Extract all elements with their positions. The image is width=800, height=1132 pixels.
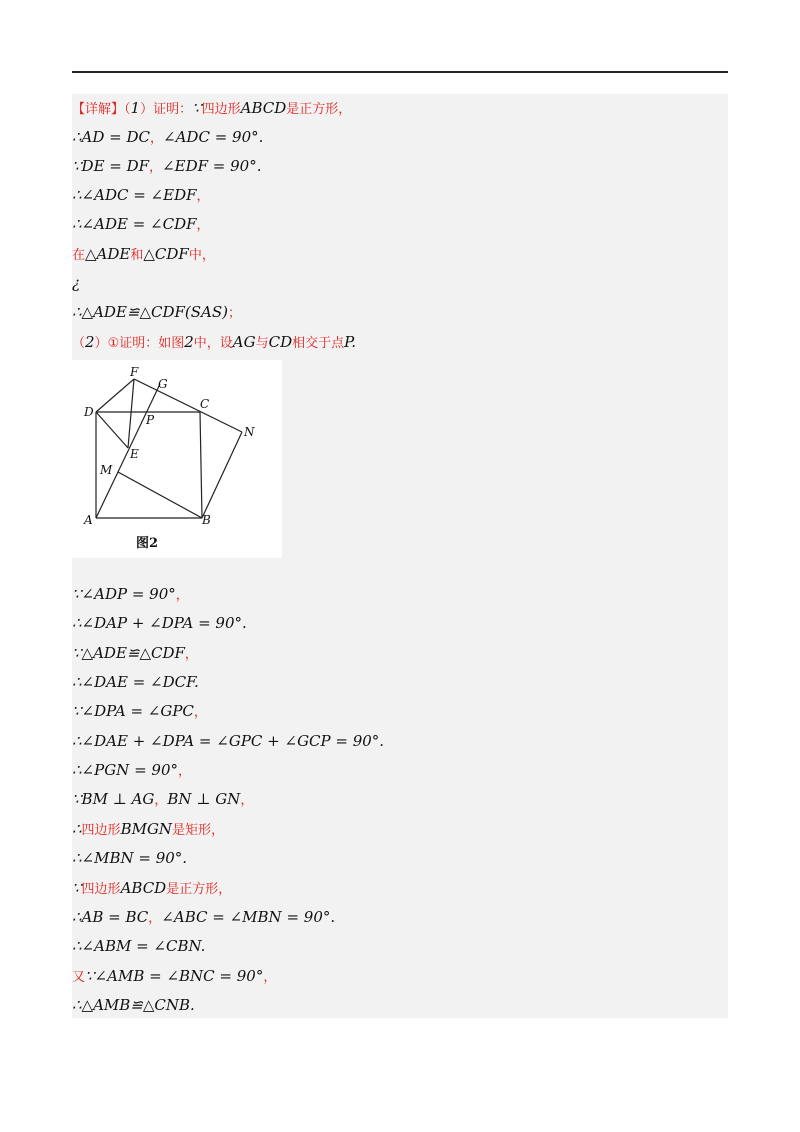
edge-CB xyxy=(200,412,202,518)
edge-MB xyxy=(118,472,202,518)
solution-line: 【详解】（1）证明：∵四边形ABCD是正方形， xyxy=(72,99,352,117)
solution-line: ∴∠DAE + ∠DPA = ∠GPC + ∠GCP = 90°. xyxy=(72,732,385,750)
figure-2-svg xyxy=(72,360,282,558)
solution-line: 在△ADE和△CDF中， xyxy=(72,245,215,263)
solution-line: ∴四边形BMGN是矩形， xyxy=(72,820,225,838)
solution-line: ∴∠ADC = ∠EDF， xyxy=(72,186,210,204)
figure-caption: 图2 xyxy=(136,536,159,551)
solution-line: 又∵∠AMB = ∠BNC = 90°， xyxy=(72,967,277,985)
solution-line: ∴∠DAP + ∠DPA = 90°. xyxy=(72,614,247,632)
solution-line: ∴∠DAE = ∠DCF. xyxy=(72,673,199,691)
edge-DF xyxy=(96,379,134,412)
solution-line: ∴△ADE≌△CDF(SAS)； xyxy=(72,303,242,321)
label-E: E xyxy=(130,447,139,461)
label-N: N xyxy=(244,425,255,439)
label-B: B xyxy=(202,513,211,527)
label-A: A xyxy=(84,513,93,527)
solution-line: ∴∠PGN = 90°， xyxy=(72,761,192,779)
solution-line: ∵BM ⊥ AG，BN ⊥ GN， xyxy=(72,790,254,808)
solution-line: ∵∠DPA = ∠GPC， xyxy=(72,702,207,720)
edge-FE xyxy=(128,379,134,448)
solution-line: ∴∠MBN = 90°. xyxy=(72,849,188,867)
label-F: F xyxy=(130,365,139,379)
solution-line: ∴△AMB≌△CNB. xyxy=(72,996,195,1014)
label-D: D xyxy=(84,405,94,419)
solution-line: ∴AD = DC，∠ADC = 90°. xyxy=(72,128,264,146)
label-M: M xyxy=(100,463,113,477)
solution-line: ∴AB = BC，∠ABC = ∠MBN = 90°. xyxy=(72,908,336,926)
label-G: G xyxy=(158,377,168,391)
solution-line: ∵∠ADP = 90°， xyxy=(72,585,189,603)
solution-line: ¿ xyxy=(72,274,81,292)
solution-line: ∴∠ADE = ∠CDF， xyxy=(72,215,210,233)
solution-line: ∴∠ABM = ∠CBN. xyxy=(72,937,206,955)
solution-line: （2）①证明：如图2中，设AG与CD相交于点P. xyxy=(72,333,356,351)
solution-line: ∵四边形ABCD是正方形， xyxy=(72,879,232,897)
edge-NB xyxy=(202,432,242,518)
geometry-figure xyxy=(72,360,282,558)
label-P: P xyxy=(146,413,155,427)
label-C: C xyxy=(200,397,210,411)
edge-DE xyxy=(96,412,128,448)
solution-line: ∵△ADE≌△CDF， xyxy=(72,644,198,662)
header-rule xyxy=(72,71,728,73)
solution-line: ∵DE = DF，∠EDF = 90°. xyxy=(72,157,262,175)
